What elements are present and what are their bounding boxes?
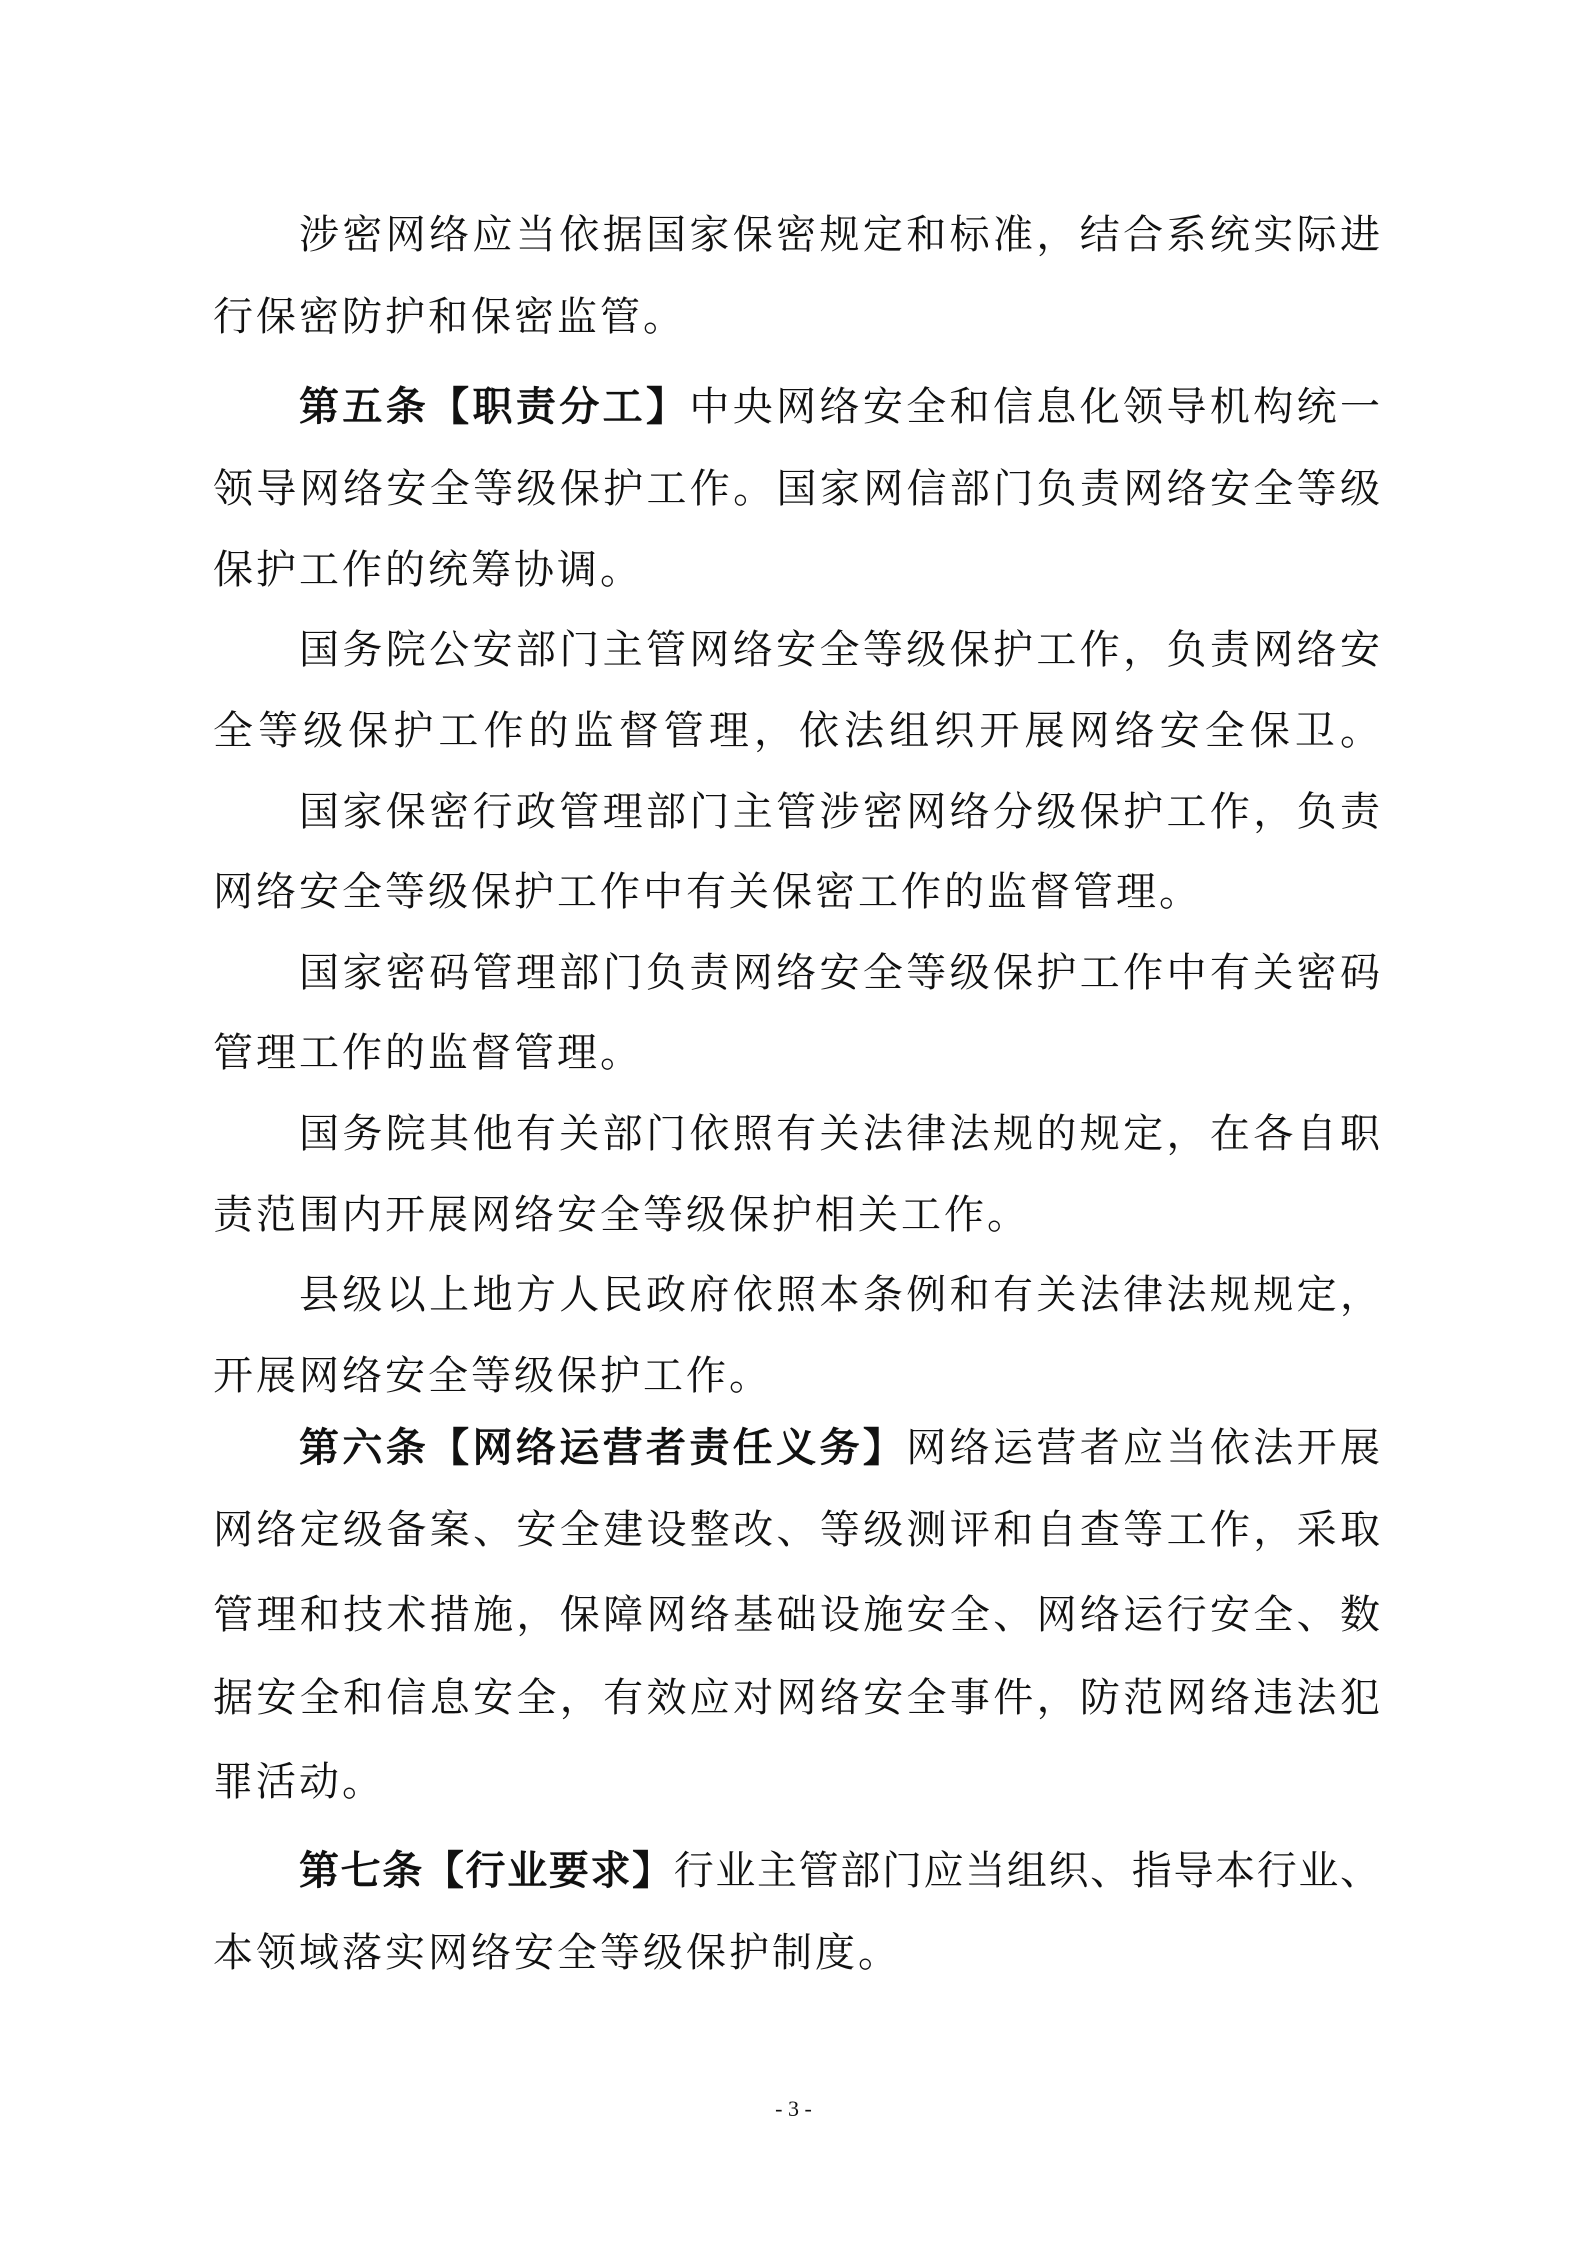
text-line: 网络定级备案、安全建设整改、等级测评和自查等工作，采取 [213,1507,1380,1553]
article-7-heading: 第七条【行业要求】 [299,1848,674,1894]
text-line: 国务院公安部门主管网络安全等级保护工作，负责网络安 [299,627,1380,673]
text-span: 行业主管部门应当组织、指导本行业、 [673,1848,1381,1894]
text-line: 罪活动。 [213,1759,385,1805]
text-line: 开展网络安全等级保护工作。 [213,1353,772,1399]
page-number: - 3 - [775,2096,812,2121]
text-line: 管理和技术措施，保障网络基础设施安全、网络运行安全、数 [213,1592,1380,1638]
text-span: 中央网络安全和信息化领导机构统一 [689,384,1380,430]
text-span: 网络运营者应当依法开展 [906,1425,1380,1471]
article-7-line [299,1843,1380,1899]
article-6-heading: 第六条【网络运营者责任义务】 [299,1425,907,1471]
text-line: 县级以上地方人民政府依照本条例和有关法律法规规定， [299,1272,1380,1318]
text-line: 国家保密行政管理部门主管涉密网络分级保护工作，负责 [299,789,1380,835]
text-line: 国务院其他有关部门依照有关法律法规的规定，在各自职 [299,1111,1380,1157]
text-line: 保护工作的统筹协调。 [213,547,643,593]
text-line: 网络安全等级保护工作中有关保密工作的监督管理。 [213,869,1202,915]
text-line: 责范围内开展网络安全等级保护相关工作。 [213,1192,1030,1238]
text-line: 全等级保护工作的监督管理，依法组织开展网络安全保卫。 [213,708,1380,754]
text-line: 涉密网络应当依据国家保密规定和标准，结合系统实际进 [299,212,1380,258]
text-line: 领导网络安全等级保护工作。国家网信部门负责网络安全等级 [213,466,1380,512]
article-6-line [299,1420,1380,1476]
text-line: 国家密码管理部门负责网络安全等级保护工作中有关密码 [299,950,1380,996]
text-line: 管理工作的监督管理。 [213,1030,643,1076]
text-line: 行保密防护和保密监管。 [213,294,686,340]
article-5-heading: 第五条【职责分工】 [299,384,690,430]
text-line: 据安全和信息安全，有效应对网络安全事件，防范网络违法犯 [213,1675,1380,1721]
article-5-line [299,379,1380,435]
text-line: 本领域落实网络安全等级保护制度。 [213,1930,901,1976]
